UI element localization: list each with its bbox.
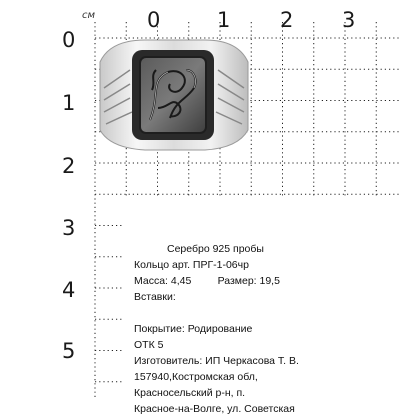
tag-title: Серебро 925 пробы xyxy=(167,243,264,255)
tag-maker-line-4: Красное-на-Волге, ул. Советская xyxy=(134,403,295,415)
tag-maker-line-1: Изготовитель: ИП Черкасова Т. В. xyxy=(134,355,299,367)
top-ruler-number-3: 3 xyxy=(342,8,356,32)
top-ruler-number-1: 1 xyxy=(217,8,231,32)
tag-article: Кольцо арт. ПРГ-1-06чр xyxy=(134,259,249,271)
tag-inserts: Вставки: xyxy=(134,291,176,303)
tag-otk: ОТК 5 xyxy=(134,339,164,351)
left-ruler-number-1: 1 xyxy=(62,91,76,115)
tag-mass-size: Масса: 4,45 Размер: 19,5 xyxy=(134,275,280,287)
tag-maker-line-3: Красносельский р-н, п. xyxy=(134,387,246,399)
left-ruler-number-2: 2 xyxy=(62,154,76,178)
left-ruler-number-3: 3 xyxy=(62,216,76,240)
top-ruler-number-0: 0 xyxy=(147,8,161,32)
top-ruler-number-2: 2 xyxy=(280,8,294,32)
unit-label: см xyxy=(82,10,96,21)
tag-maker-line-2: 157940,Костромская обл, xyxy=(134,371,258,383)
left-ruler-number-5: 5 xyxy=(62,339,76,363)
product-tag xyxy=(124,196,400,415)
tag-coating: Покрытие: Родирование xyxy=(134,323,253,335)
signet-plate xyxy=(132,50,214,140)
left-ruler-number-0: 0 xyxy=(62,28,76,52)
left-ruler-number-4: 4 xyxy=(62,278,76,302)
